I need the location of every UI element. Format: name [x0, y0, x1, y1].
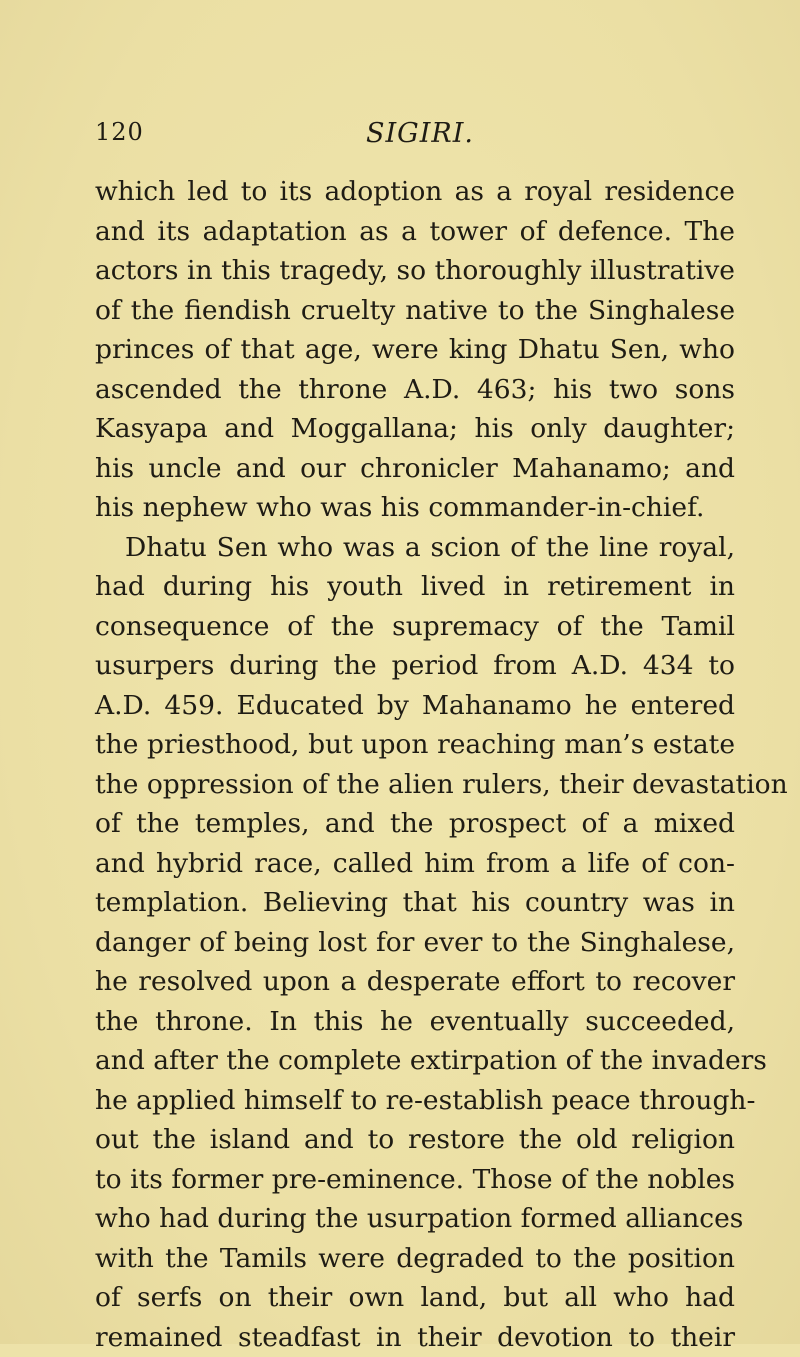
- text-line: templation. Believing that his country was in: [95, 883, 735, 923]
- running-title: SIGIRI.: [0, 118, 800, 149]
- text-line: of the temples, and the prospect of a mixed: [95, 804, 735, 844]
- text-line: remained steadfast in their devotion to their: [95, 1318, 735, 1357]
- text-line: had during his youth lived in retirement in: [95, 567, 735, 607]
- page-number: 120: [95, 118, 144, 146]
- text-line: who had during the usurpation formed alliances: [95, 1199, 735, 1239]
- text-line: out the island and to restore the old religion: [95, 1120, 735, 1160]
- text-line: his nephew who was his commander-in-chief.: [95, 488, 735, 528]
- text-line: the oppression of the alien rulers, their devastation: [95, 765, 735, 805]
- text-line: Dhatu Sen who was a scion of the line royal,: [95, 528, 735, 568]
- body-text: [95, 172, 735, 1357]
- page-header: [0, 118, 800, 158]
- text-line: usurpers during the period from A.D. 434 to: [95, 646, 735, 686]
- text-line: with the Tamils were degraded to the position: [95, 1239, 735, 1279]
- text-line: actors in this tragedy, so thoroughly illustrative: [95, 251, 735, 291]
- text-line: princes of that age, were king Dhatu Sen, who: [95, 330, 735, 370]
- text-line: to its former pre-eminence. Those of the nobles: [95, 1160, 735, 1200]
- text-line: and hybrid race, called him from a life of con-: [95, 844, 735, 884]
- text-line: he applied himself to re-establish peace through-: [95, 1081, 735, 1121]
- text-line: consequence of the supremacy of the Tamil: [95, 607, 735, 647]
- text-line: which led to its adoption as a royal residence: [95, 172, 735, 212]
- text-line: Kasyapa and Moggallana; his only daughter;: [95, 409, 735, 449]
- text-line: of the fiendish cruelty native to the Singhalese: [95, 291, 735, 331]
- text-line: and after the complete extirpation of the invaders: [95, 1041, 735, 1081]
- text-line: the throne. In this he eventually succeeded,: [95, 1002, 735, 1042]
- text-line: ascended the throne A.D. 463; his two sons: [95, 370, 735, 410]
- text-line: he resolved upon a desperate effort to recover: [95, 962, 735, 1002]
- text-line: danger of being lost for ever to the Singhalese,: [95, 923, 735, 963]
- text-line: and its adaptation as a tower of defence. The: [95, 212, 735, 252]
- text-line: the priesthood, but upon reaching man’s estate: [95, 725, 735, 765]
- text-line: of serfs on their own land, but all who had: [95, 1278, 735, 1318]
- text-line: A.D. 459. Educated by Mahanamo he entered: [95, 686, 735, 726]
- text-line: his uncle and our chronicler Mahanamo; and: [95, 449, 735, 489]
